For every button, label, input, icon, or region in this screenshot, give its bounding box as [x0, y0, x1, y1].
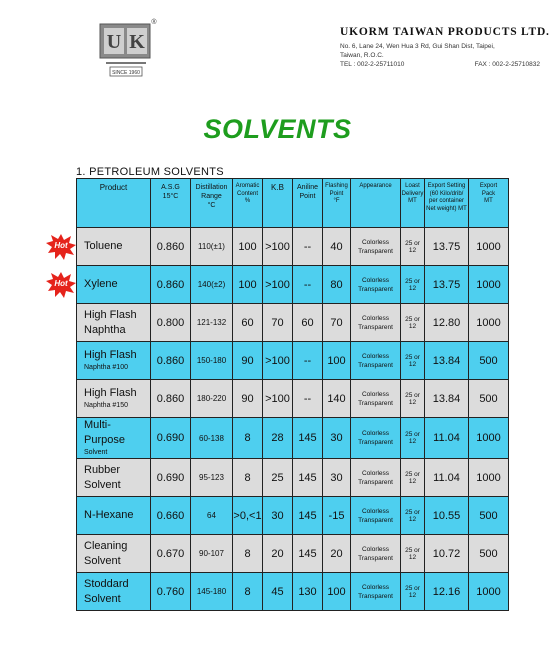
table-row [77, 342, 509, 380]
appearance-line: Colorless [361, 507, 390, 515]
table-row [77, 573, 509, 611]
fax-number: FAX : 002-2-25710832 [474, 61, 540, 68]
table-row [77, 535, 509, 573]
cell-export-pack: 1000 [469, 266, 509, 304]
cell-export-setting: 11.04 [425, 418, 469, 459]
cell-range: 64 [191, 497, 233, 535]
appearance-line: Colorless [361, 352, 390, 360]
cell-export-pack: 500 [469, 380, 509, 418]
cell-asg: 0.860 [151, 266, 191, 304]
cell-kb: >100 [263, 342, 293, 380]
product-subname: Naphtha #150 [84, 402, 128, 409]
cell-kb: 45 [263, 573, 293, 611]
cell-appearance [351, 497, 401, 535]
page-title: SOLVENTS [203, 114, 352, 144]
cell-export-setting: 10.72 [425, 535, 469, 573]
cell-appearance [351, 459, 401, 497]
cell-kb: >100 [263, 380, 293, 418]
product-subname: Solvent [84, 592, 121, 605]
appearance-line: Colorless [361, 390, 390, 398]
column-header-line: MT [484, 198, 493, 204]
product-subname: Solvent [84, 449, 108, 456]
column-header-line: per container [428, 198, 465, 204]
column-header-line: Net weight) MT [426, 205, 467, 212]
cell-appearance [351, 342, 401, 380]
column-header-line: °C [207, 202, 216, 209]
cell-kb: 30 [263, 497, 293, 535]
column-header [233, 179, 263, 228]
appearance-line: Colorless [361, 238, 390, 246]
cell-delivery: 25 or 12 [401, 459, 425, 497]
cell-export-setting: 13.84 [425, 342, 469, 380]
cell-appearance [351, 573, 401, 611]
appearance-line: Transparent [358, 399, 393, 407]
column-header [151, 179, 191, 228]
cell-delivery: 25 or 12 [401, 418, 425, 459]
cell-asg: 0.690 [151, 459, 191, 497]
cell-aniline: 130 [293, 573, 323, 611]
cell-aromatic: 8 [233, 535, 263, 573]
appearance-line: Colorless [361, 276, 390, 284]
cell-delivery: 25 or 12 [401, 304, 425, 342]
company-name: UKORM TAIWAN PRODUCTS LTD. [340, 26, 550, 38]
cell-asg: 0.860 [151, 342, 191, 380]
cell-flash: 30 [323, 418, 351, 459]
cell-flash: 80 [323, 266, 351, 304]
cell-aniline: 145 [293, 459, 323, 497]
column-header-line: Point [329, 190, 344, 197]
appearance-line: Transparent [358, 247, 393, 255]
cell-aniline: 145 [293, 418, 323, 459]
product-name: Xylene [84, 278, 118, 290]
product-name: High Flash [84, 349, 137, 361]
appearance-line: Colorless [361, 430, 390, 437]
cell-flash: 100 [323, 573, 351, 611]
column-header-line: (60 Kilo/drib/ [429, 190, 464, 197]
cell-export-pack: 500 [469, 497, 509, 535]
column-header [263, 179, 293, 228]
table-row [77, 459, 509, 497]
tel-number: TEL : 002-2-25711010 [340, 61, 405, 68]
hot-badge-icon [46, 272, 76, 298]
hot-badge-label: Hot [54, 240, 68, 250]
logo-registered: ® [151, 19, 157, 26]
cell-export-setting: 13.84 [425, 380, 469, 418]
logo-since: SINCE 1960 [112, 70, 140, 76]
cell-aromatic: 8 [233, 418, 263, 459]
cell-range: 140(±2) [191, 266, 233, 304]
product-cell [77, 573, 151, 611]
appearance-line: Transparent [358, 478, 393, 486]
product-cell [77, 418, 151, 459]
cell-range: 121-132 [191, 304, 233, 342]
cell-aniline: -- [293, 266, 323, 304]
appearance-line: Transparent [358, 439, 393, 446]
product-cell [77, 342, 151, 380]
cell-kb: >100 [263, 266, 293, 304]
column-header [401, 179, 425, 228]
appearance-line: Colorless [361, 469, 390, 477]
cell-export-setting: 10.55 [425, 497, 469, 535]
cell-appearance [351, 266, 401, 304]
cell-kb: 25 [263, 459, 293, 497]
cell-export-pack: 1000 [469, 459, 509, 497]
product-name: Toluene [84, 240, 123, 252]
cell-asg: 0.860 [151, 228, 191, 266]
table-row [77, 266, 509, 304]
cell-aromatic: 100 [233, 228, 263, 266]
column-header [469, 179, 509, 228]
table-header-row [77, 179, 509, 228]
column-header-line: Range [201, 193, 222, 200]
svg-text:U: U [106, 31, 122, 53]
column-header-line: Aromatic [235, 183, 260, 189]
product-cell [77, 497, 151, 535]
column-header-line: Pack [481, 190, 496, 197]
product-cell [77, 266, 151, 304]
cell-delivery: 25 or 12 [401, 573, 425, 611]
cell-flash: 140 [323, 380, 351, 418]
company-logo [94, 16, 158, 82]
cell-aromatic: 8 [233, 459, 263, 497]
cell-appearance [351, 535, 401, 573]
cell-asg: 0.800 [151, 304, 191, 342]
column-header [77, 179, 151, 228]
cell-delivery: 25 or 12 [401, 535, 425, 573]
cell-delivery: 25 or 12 [401, 266, 425, 304]
product-name: High Flash [84, 387, 137, 399]
column-header-line: Appearance [359, 183, 392, 189]
column-header-line: Aniline [296, 184, 318, 191]
hot-badge-icon [46, 234, 76, 260]
cell-appearance [351, 418, 401, 459]
cell-aromatic: 90 [233, 342, 263, 380]
column-header [293, 179, 323, 228]
appearance-line: Colorless [361, 583, 390, 591]
cell-aniline: -- [293, 380, 323, 418]
cell-appearance [351, 304, 401, 342]
table-row [77, 418, 509, 459]
column-header-line: Export Setting [427, 183, 466, 189]
cell-export-setting: 13.75 [425, 266, 469, 304]
cell-appearance [351, 380, 401, 418]
cell-kb: 20 [263, 535, 293, 573]
column-header-line: % [244, 198, 251, 204]
cell-range: 180-220 [191, 380, 233, 418]
table-row [77, 497, 509, 535]
appearance-line: Transparent [358, 361, 393, 369]
column-header-line: 15°C [162, 193, 179, 200]
product-cell [77, 535, 151, 573]
product-subname: Solvent [84, 554, 121, 567]
cell-aromatic: 90 [233, 380, 263, 418]
cell-flash: 70 [323, 304, 351, 342]
cell-aniline: -- [293, 228, 323, 266]
appearance-line: Transparent [358, 323, 393, 331]
cell-appearance [351, 228, 401, 266]
table-body [77, 228, 509, 611]
product-name: Multi-Purpose [84, 419, 125, 446]
cell-export-setting: 11.04 [425, 459, 469, 497]
section-title: 1. PETROLEUM SOLVENTS [76, 166, 224, 178]
appearance-line: Colorless [361, 314, 390, 322]
address-line-1: No. 6, Lane 24, Wen Hua 3 Rd, Gui Shan Dist, Taipei, [340, 43, 495, 50]
cell-asg: 0.670 [151, 535, 191, 573]
cell-flash: -15 [323, 497, 351, 535]
appearance-line: Transparent [358, 592, 393, 600]
appearance-line: Transparent [358, 285, 393, 293]
appearance-line: Colorless [361, 545, 390, 553]
column-header-line: °F [333, 198, 340, 204]
cell-export-pack: 1000 [469, 228, 509, 266]
address-line-2: Taiwan, R.O.C. [340, 52, 384, 59]
cell-aniline: 145 [293, 497, 323, 535]
cell-delivery: 25 or 12 [401, 228, 425, 266]
cell-asg: 0.760 [151, 573, 191, 611]
appearance-line: Transparent [358, 554, 393, 562]
cell-aniline: 145 [293, 535, 323, 573]
hot-badge-label: Hot [54, 278, 68, 288]
table-row [77, 228, 509, 266]
product-cell [77, 304, 151, 342]
cell-range: 150-180 [191, 342, 233, 380]
cell-export-pack: 1000 [469, 304, 509, 342]
cell-export-pack: 500 [469, 535, 509, 573]
column-header-line: Content [236, 190, 258, 197]
column-header-line: Point [299, 193, 316, 200]
cell-range: 145-180 [191, 573, 233, 611]
cell-range: 95-123 [191, 459, 233, 497]
cell-asg: 0.690 [151, 418, 191, 459]
cell-flash: 40 [323, 228, 351, 266]
column-header [351, 179, 401, 228]
column-header [323, 179, 351, 228]
cell-export-pack: 1000 [469, 418, 509, 459]
product-name: Cleaning [84, 539, 128, 552]
product-cell [77, 380, 151, 418]
cell-kb: 70 [263, 304, 293, 342]
cell-aromatic: 8 [233, 573, 263, 611]
column-header-line: Loast [405, 183, 420, 189]
cell-range: 110(±1) [191, 228, 233, 266]
cell-asg: 0.660 [151, 497, 191, 535]
cell-aniline: 60 [293, 304, 323, 342]
column-header [425, 179, 469, 228]
column-header-line: A.S.G [161, 184, 180, 191]
cell-range: 90-107 [191, 535, 233, 573]
product-name: High Flash [84, 308, 137, 321]
cell-aromatic: 60 [233, 304, 263, 342]
column-header-line: Export [479, 183, 498, 189]
appearance-line: Transparent [358, 516, 393, 524]
svg-text:K: K [129, 31, 145, 53]
cell-delivery: 25 or 12 [401, 497, 425, 535]
table-row [77, 380, 509, 418]
cell-aniline: -- [293, 342, 323, 380]
product-subname: Solvent [84, 478, 121, 491]
cell-export-setting: 12.80 [425, 304, 469, 342]
column-header-line: K.B [271, 183, 284, 192]
cell-export-pack: 1000 [469, 573, 509, 611]
company-header [340, 26, 550, 68]
cell-flash: 30 [323, 459, 351, 497]
product-subname: Naphtha #100 [84, 364, 128, 371]
product-name: N-Hexane [84, 509, 134, 521]
cell-flash: 20 [323, 535, 351, 573]
product-cell [77, 459, 151, 497]
column-header-line: Delivery [401, 190, 424, 197]
cell-delivery: 25 or 12 [401, 342, 425, 380]
column-header-line: Distillation [195, 184, 228, 191]
cell-export-setting: 13.75 [425, 228, 469, 266]
solvents-table [76, 178, 509, 611]
cell-kb: >100 [263, 228, 293, 266]
cell-range: 60-138 [191, 418, 233, 459]
product-name: Stoddard [84, 577, 129, 590]
cell-export-pack: 500 [469, 342, 509, 380]
column-header-line: Product [99, 183, 128, 192]
cell-delivery: 25 or 12 [401, 380, 425, 418]
product-subname: Naphtha [84, 323, 126, 336]
product-cell [77, 228, 151, 266]
cell-export-setting: 12.16 [425, 573, 469, 611]
cell-aromatic: 100 [233, 266, 263, 304]
cell-aromatic: >0,<1 [233, 497, 263, 535]
column-header-line: MT [408, 198, 417, 204]
cell-asg: 0.860 [151, 380, 191, 418]
product-name: Rubber [84, 463, 121, 476]
cell-flash: 100 [323, 342, 351, 380]
column-header [191, 179, 233, 228]
table-row [77, 304, 509, 342]
cell-kb: 28 [263, 418, 293, 459]
column-header-line: Flashing [325, 183, 348, 189]
